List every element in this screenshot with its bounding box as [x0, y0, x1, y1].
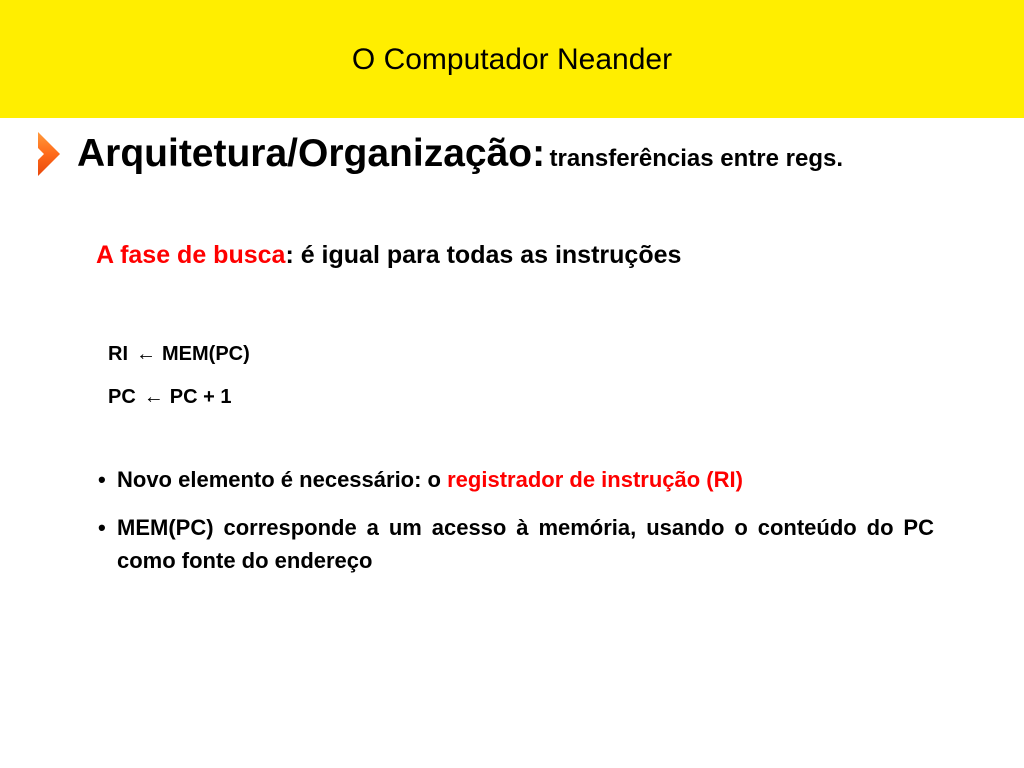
fetch-phase-statement — [96, 237, 681, 273]
transfer-pc — [108, 383, 232, 411]
bullet-dot: • — [98, 467, 106, 492]
bullet-highlight: registrador de instrução (RI) — [447, 467, 743, 492]
bullet-dot: • — [98, 515, 106, 540]
heading-text — [77, 128, 843, 185]
chevron-right-icon — [36, 132, 62, 176]
transfer-ri — [108, 340, 250, 368]
transfer-dest: RI — [108, 343, 128, 365]
fetch-phase-rest: : é igual para todas as instruções — [285, 241, 682, 269]
section-heading — [36, 128, 1016, 180]
bullet-text: MEM(PC) corresponde a um acesso à memória, usando o conteúdo do PC como fonte do endereço — [117, 515, 934, 573]
fetch-phase-highlight: A fase de busca — [96, 241, 286, 269]
bullet-text: Novo elemento é necessário: o — [117, 467, 441, 492]
slide-title: O Computador Neander — [351, 43, 673, 76]
transfer-source: MEM(PC) — [162, 343, 250, 365]
transfer-dest: PC — [108, 386, 136, 408]
bullet-new-element — [98, 463, 934, 496]
left-arrow-icon: ← — [136, 343, 156, 365]
left-arrow-icon: ← — [143, 386, 164, 408]
title-band — [0, 0, 1024, 118]
bullet-memory-access — [98, 511, 934, 577]
heading-sub: transferências entre regs. — [549, 145, 844, 172]
bullet-body — [117, 463, 934, 496]
transfer-source: PC + 1 — [169, 386, 232, 408]
heading-main: Arquitetura/Organização: — [77, 132, 546, 175]
